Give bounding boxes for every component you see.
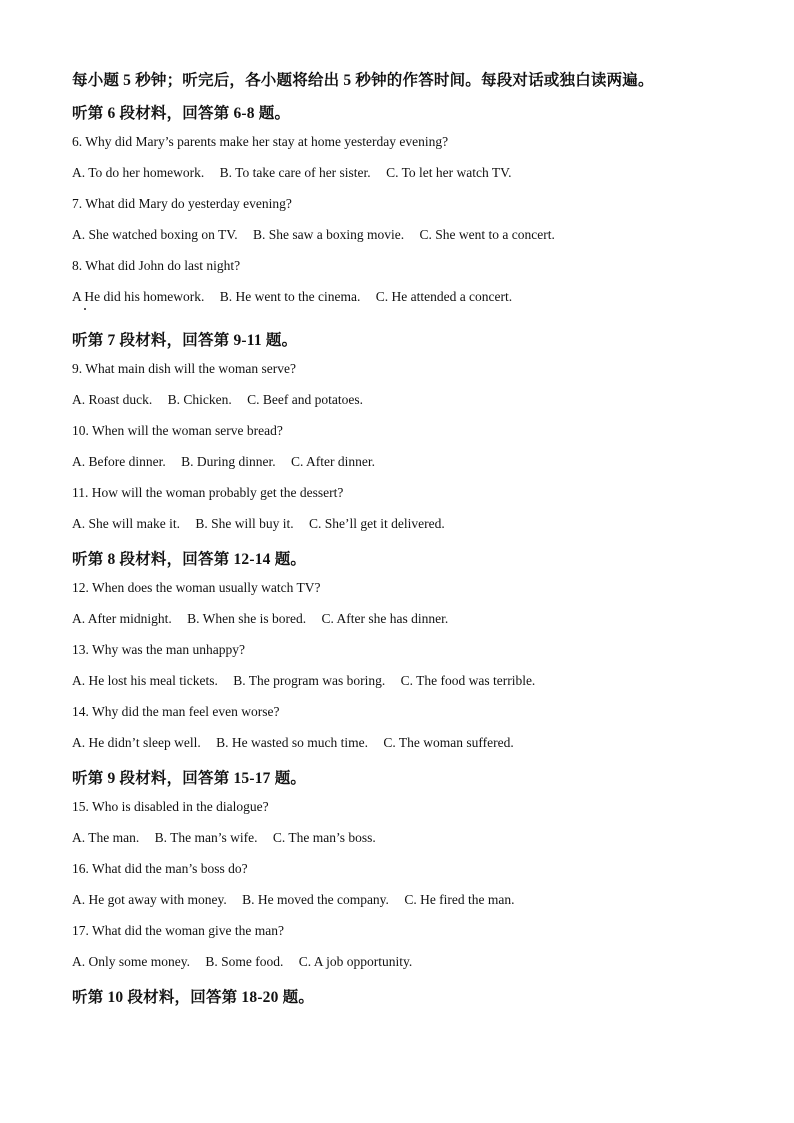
option-13b: B. The program was boring. [233, 673, 386, 688]
option-6c: C. To let her watch TV. [386, 165, 512, 180]
options-7 [72, 227, 555, 243]
option-9c: C. Beef and potatoes. [247, 392, 363, 407]
question-11: 11. How will the woman probably get the dessert? [72, 485, 344, 500]
option-7c: C. She went to a concert. [419, 227, 555, 242]
question-16: 16. What did the man’s boss do? [72, 861, 248, 876]
option-10c: C. After dinner. [290, 454, 375, 469]
intro-instructions: 每小题 5 秒钟；听完后，各小题将给出 5 秒钟的作答时间。每段对话或独白读两遍。 [72, 72, 654, 89]
option-16a: A. He got away with money. [72, 892, 227, 907]
question-13: 13. Why was the man unhappy? [72, 642, 245, 657]
option-8b: B. He went to the cinema. [219, 289, 361, 304]
options-6 [72, 165, 511, 181]
option-16c: C. He fired the man. [404, 892, 515, 907]
section-heading-9: 听第 9 段材料，回答第 15-17 题。 [72, 770, 307, 787]
option-10a: A. Before dinner. [72, 454, 166, 469]
option-14c: C. The woman suffered. [383, 735, 514, 750]
option-15b: B. The man’s wife. [154, 830, 258, 845]
question-14: 14. Why did the man feel even worse? [72, 704, 280, 719]
option-8a: A He did his homework. [72, 289, 205, 304]
option-12a: A. After midnight. [72, 611, 172, 626]
option-12b: B. When she is bored. [187, 611, 307, 626]
options-9 [72, 392, 363, 408]
question-6: 6. Why did Mary’s parents make her stay at home yesterday evening? [72, 134, 449, 149]
question-7: 7. What did Mary do yesterday evening? [72, 196, 292, 211]
option-7a: A. She watched boxing on TV. [72, 227, 238, 242]
options-10 [72, 454, 375, 470]
option-8c: C. He attended a concert. [375, 289, 513, 304]
option-6b: B. To take care of her sister. [219, 165, 371, 180]
option-17b: B. Some food. [205, 954, 284, 969]
option-17c: C. A job opportunity. [298, 954, 413, 969]
option-14b: B. He wasted so much time. [216, 735, 368, 750]
option-9a: A. Roast duck. [72, 392, 153, 407]
option-15c: C. The man’s boss. [272, 830, 376, 845]
options-14 [72, 735, 514, 751]
option-6a: A. To do her homework. [72, 165, 205, 180]
option-9b: B. Chicken. [167, 392, 232, 407]
option-12c: C. After she has dinner. [321, 611, 449, 626]
stray-dot-mark [84, 308, 86, 310]
option-11a: A. She will make it. [72, 516, 180, 531]
question-15: 15. Who is disabled in the dialogue? [72, 799, 269, 814]
option-17a: A. Only some money. [72, 954, 190, 969]
question-8: 8. What did John do last night? [72, 258, 241, 273]
option-13c: C. The food was terrible. [400, 673, 536, 688]
question-12: 12. When does the woman usually watch TV? [72, 580, 321, 595]
option-11b: B. She will buy it. [195, 516, 294, 531]
options-11 [72, 516, 445, 532]
option-15a: A. The man. [72, 830, 140, 845]
options-8 [72, 289, 512, 305]
options-12 [72, 611, 448, 627]
option-10b: B. During dinner. [181, 454, 276, 469]
options-17 [72, 954, 412, 970]
question-9: 9. What main dish will the woman serve? [72, 361, 296, 376]
option-16b: B. He moved the company. [242, 892, 389, 907]
options-13 [72, 673, 535, 689]
section-heading-6: 听第 6 段材料，回答第 6-8 题。 [72, 105, 291, 122]
option-14a: A. He didn’t sleep well. [72, 735, 201, 750]
option-11c: C. She’ll get it delivered. [309, 516, 445, 531]
options-16 [72, 892, 515, 908]
option-13a: A. He lost his meal tickets. [72, 673, 218, 688]
question-10: 10. When will the woman serve bread? [72, 423, 283, 438]
question-17: 17. What did the woman give the man? [72, 923, 284, 938]
section-heading-7: 听第 7 段材料，回答第 9-11 题。 [72, 332, 298, 349]
section-heading-10: 听第 10 段材料，回答第 18-20 题。 [72, 989, 315, 1006]
option-7b: B. She saw a boxing movie. [253, 227, 405, 242]
section-heading-8: 听第 8 段材料，回答第 12-14 题。 [72, 551, 307, 568]
options-15 [72, 830, 376, 846]
